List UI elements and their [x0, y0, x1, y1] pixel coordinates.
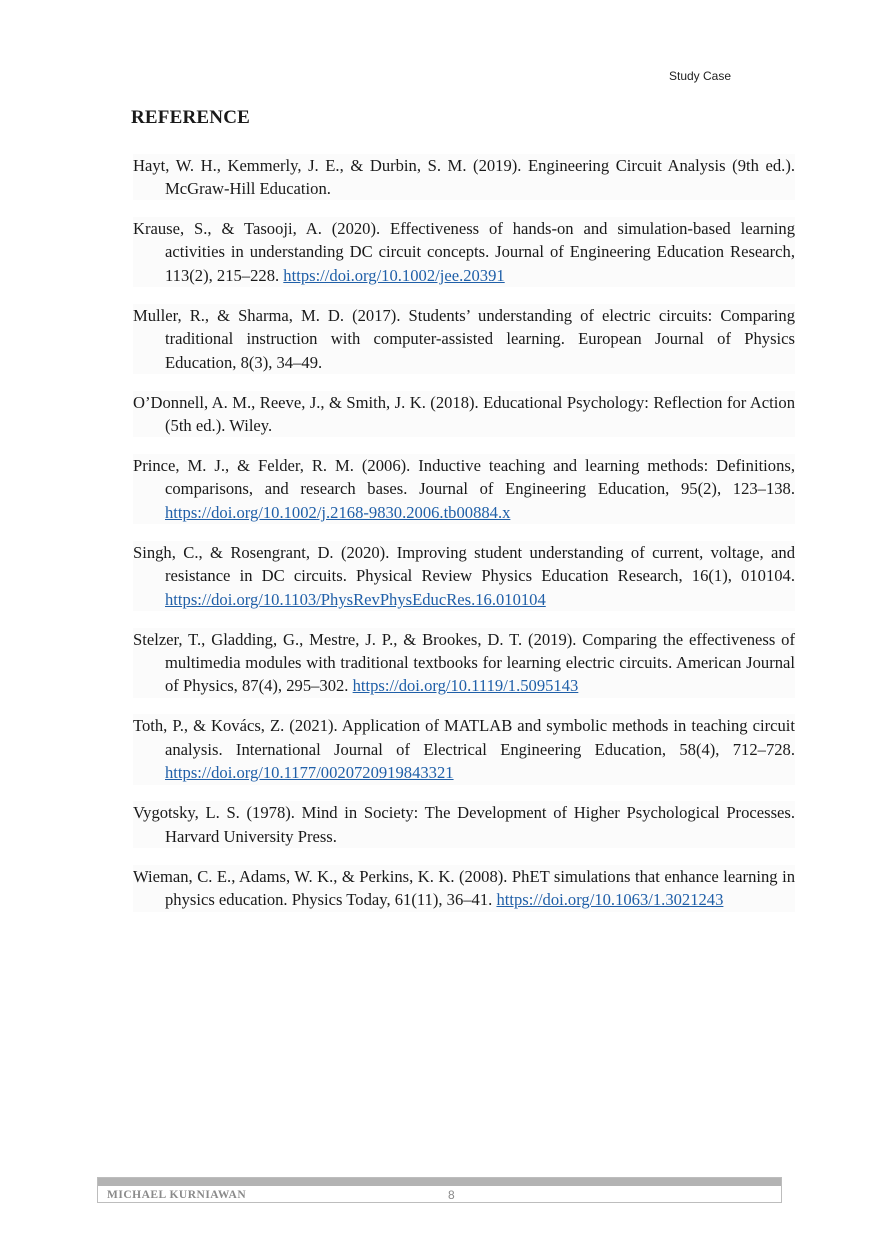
reference-text: Prince, M. J., & Felder, R. M. (2006). Inductive teaching and learning methods: Definitions, comparisons, and research bases. Journal of Engineering Education, 95(2), 123–138. [133, 456, 795, 499]
reference-text: Krause, S., & Tasooji, A. (2020). Effectiveness of hands-on and simulation-based learning activities in understanding DC circuit concepts. Journal of Engineering Education Research, 113(2), 215–228. [133, 219, 795, 285]
reference-entry [133, 865, 795, 912]
reference-text: Wieman, C. E., Adams, W. K., & Perkins, K. K. (2008). PhET simulations that enhance learning in physics education. Physics Today, 61(11), 36–41. [133, 866, 795, 910]
reference-entry [133, 541, 795, 611]
footer-divider [98, 1178, 781, 1186]
reference-entry [133, 304, 795, 374]
reference-text: Muller, R., & Sharma, M. D. (2017). Students’ understanding of electric circuits: Comparing traditional instruction with computer-assisted learning. European Journal of Physics Education, 8(3), 34–49. [133, 305, 795, 372]
doi-link[interactable]: https://doi.org/10.1002/jee.20391 [283, 265, 505, 285]
reference-text: Stelzer, T., Gladding, G., Mestre, J. P., & Brookes, D. T. (2019). Comparing the effectiveness of multimedia modules with traditional textbooks for learning electric circuits. American Journal of Physics, 87(4), 295–302. [133, 629, 795, 696]
reference-text: Toth, P., & Kovács, Z. (2021). Application of MATLAB and symbolic methods in teaching circuit analysis. International Journal of Electrical Engineering Education, 58(4), 712–728. [133, 716, 795, 759]
doi-link[interactable]: https://doi.org/10.1177/0020720919843321 [165, 763, 454, 783]
reference-entry [133, 391, 795, 438]
reference-text: Hayt, W. H., Kemmerly, J. E., & Durbin, S. M. (2019). Engineering Circuit Analysis (9th ed.). McGraw-Hill Education. [133, 155, 795, 198]
reference-text: Vygotsky, L. S. (1978). Mind in Society: The Development of Higher Psychological Processes. Harvard University Press. [133, 803, 795, 846]
doi-link[interactable]: https://doi.org/10.1103/PhysRevPhysEducRes.16.010104 [165, 589, 546, 609]
reference-entry [133, 714, 795, 784]
running-header: Study Case [669, 69, 732, 83]
reference-text: Singh, C., & Rosengrant, D. (2020). Improving student understanding of current, voltage, and resistance in DC circuits. Physical Review Physics Education Research, 16(1), 010104. [133, 542, 795, 586]
reference-text: O’Donnell, A. M., Reeve, J., & Smith, J. K. (2018). Educational Psychology: Reflection for Action (5th ed.). Wiley. [133, 392, 795, 436]
doi-link[interactable]: https://doi.org/10.1119/1.5095143 [352, 676, 579, 696]
doi-link[interactable]: https://doi.org/10.1063/1.3021243 [496, 890, 724, 910]
footer-author: MICHAEL KURNIAWAN [107, 1189, 247, 1201]
reference-list [133, 137, 795, 924]
reference-entry [133, 454, 795, 524]
reference-entry [133, 154, 795, 201]
page-number: 8 [448, 1188, 455, 1202]
reference-heading: REFERENCE [131, 107, 250, 128]
page-footer [97, 1177, 782, 1203]
reference-entry [133, 217, 795, 287]
doi-link[interactable]: https://doi.org/10.1002/j.2168-9830.2006.tb00884.x [165, 502, 511, 522]
reference-entry [133, 801, 795, 848]
reference-entry [133, 628, 795, 698]
